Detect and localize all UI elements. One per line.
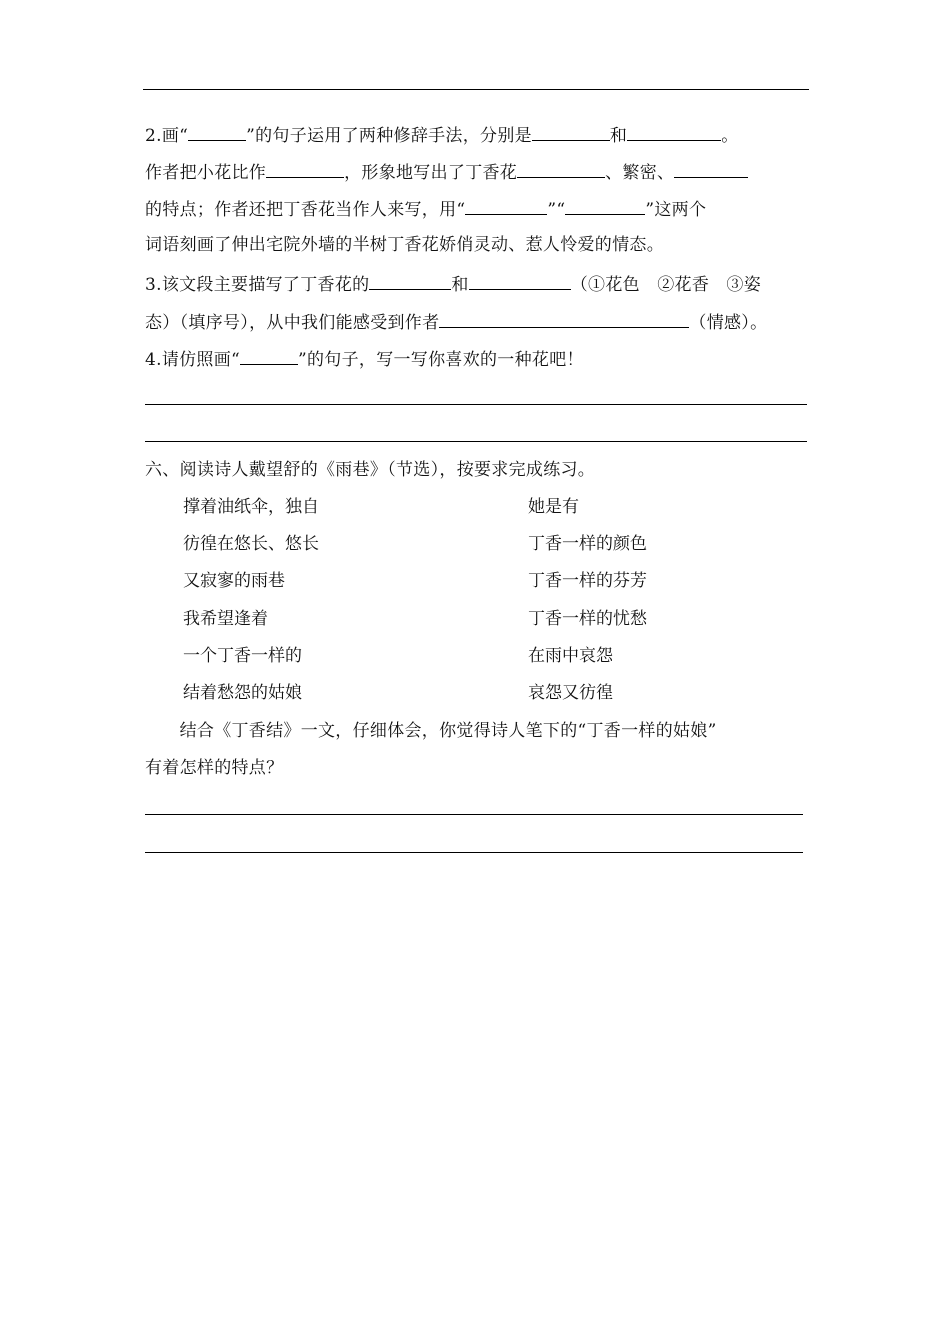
q2-blank-feature-2[interactable] (674, 161, 748, 178)
q3-line-1 (145, 273, 761, 295)
section6-heading: 六、阅读诗人戴望舒的《雨巷》（节选），按要求完成练习。 (145, 460, 596, 480)
q4-text: 4.请仿照画“ (145, 350, 241, 370)
q2-line-3 (145, 198, 706, 220)
q2-text: 、繁密、 (605, 163, 675, 183)
q2-text: 和 (609, 126, 628, 146)
q4-line-1 (145, 348, 584, 370)
q2-text: 的特点；作者还把丁香花当作人来写，用“ (145, 200, 466, 220)
q2-blank-metaphor[interactable] (266, 161, 344, 178)
q4-blank-underline-mark[interactable] (240, 348, 298, 365)
q3-text: 态）（填序号），从中我们能感受到作者 (145, 313, 440, 333)
q3-text: （①花色 ②花香 ③姿 (570, 275, 762, 295)
q2-text: ”这两个 (645, 200, 707, 220)
poem-right-line: 丁香一样的忧愁 (528, 609, 647, 629)
poem-right-line: 她是有 (528, 497, 579, 517)
poem-left-line: 一个丁香一样的 (183, 646, 302, 666)
poem-left-line: 撑着油纸伞，独自 (183, 497, 319, 517)
poem-right-line: 丁香一样的颜色 (528, 534, 647, 554)
q2-blank-underline-mark[interactable] (188, 124, 246, 141)
q2-blank-feature-1[interactable] (517, 161, 605, 178)
q2-line-4: 词语刻画了伸出宅院外墙的半树丁香花娇俏灵动、惹人怜爱的情态。 (145, 235, 664, 255)
q4-answer-line-1[interactable] (145, 404, 807, 405)
q2-blank-rhetoric-1[interactable] (532, 124, 610, 141)
poem-left-line: 结着愁怨的姑娘 (183, 683, 302, 703)
poem-right-line: 哀怨又彷徨 (528, 683, 613, 703)
top-rule (143, 89, 809, 90)
poem-left-line: 我希望逢着 (183, 609, 268, 629)
q3-text: （情感）。 (689, 313, 768, 333)
q2-text: ”的句子运用了两种修辞手法，分别是 (246, 126, 532, 146)
q2-text: ，形象地写出了丁香花 (344, 163, 518, 183)
q2-blank-rhetoric-2[interactable] (627, 124, 721, 141)
section6-answer-line-1[interactable] (145, 814, 803, 815)
q2-text: 。 (721, 126, 739, 146)
q3-blank-emotion[interactable] (439, 311, 689, 328)
poem-left-line: 彷徨在悠长、悠长 (183, 534, 319, 554)
q2-text: 作者把小花比作 (145, 163, 267, 183)
q2-line-1 (145, 124, 739, 146)
section6-answer-line-2[interactable] (145, 852, 803, 853)
q2-text: 2.画“ (145, 126, 189, 146)
poem-left-line: 又寂寥的雨巷 (183, 571, 285, 591)
q2-blank-word-1[interactable] (465, 198, 547, 215)
q3-line-2 (145, 311, 767, 333)
q4-text: ”的句子，写一写你喜欢的一种花吧！ (298, 350, 584, 370)
q2-line-2 (145, 161, 748, 183)
q3-blank-aspect-2[interactable] (469, 273, 571, 290)
q4-answer-line-2[interactable] (145, 441, 807, 442)
poem-right-line: 在雨中哀怨 (528, 646, 613, 666)
q3-blank-aspect-1[interactable] (369, 273, 451, 290)
section6-question-line-2: 有着怎样的特点？ (145, 758, 284, 778)
poem-right-line: 丁香一样的芬芳 (528, 571, 647, 591)
q3-text: 3.该文段主要描写了丁香花的 (145, 275, 370, 295)
q2-blank-word-2[interactable] (565, 198, 645, 215)
q3-text: 和 (451, 275, 469, 295)
section6-question-line-1: 结合《丁香结》一文，仔细体会，你觉得诗人笔下的“丁香一样的姑娘” (145, 721, 717, 741)
q2-text: ”“ (547, 200, 566, 220)
